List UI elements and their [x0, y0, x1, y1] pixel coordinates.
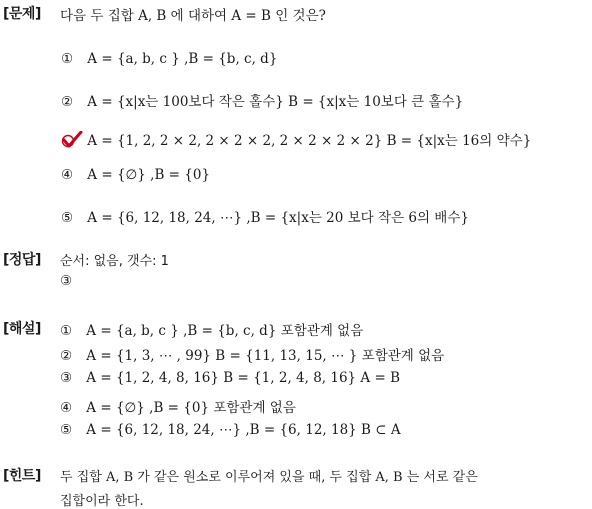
choice-3[interactable] [61, 129, 531, 149]
explanation-line-1 [60, 319, 363, 339]
choice-text: A = {1, 2, 2 × 2, 2 × 2 × 2, 2 × 2 × 2 × 2} B = {x|x는 16의 약수} [87, 133, 532, 149]
explanation-number: ③ [60, 370, 73, 386]
explanation-line-3 [60, 370, 400, 386]
choice-number: ⑤ [61, 210, 74, 226]
choice-text: A = {∅} ,B = {0} [87, 167, 211, 183]
explanation-line-5 [60, 422, 401, 438]
hint-line-1: 두 집합 A, B 가 같은 원소로 이루어져 있을 때, 두 집합 A, B 는 서로 같은 [60, 470, 478, 485]
question-label: [문제] [3, 6, 41, 22]
explanation-number: ⑤ [60, 422, 73, 438]
explanation-text: A = {1, 3, ⋯ , 99} B = {11, 13, 15, ⋯ } 포함관계 없음 [86, 348, 445, 364]
hint-line-2: 집합이라 한다. [60, 494, 144, 509]
choice-text: A = {a, b, c } ,B = {b, c, d} [87, 51, 278, 67]
explanation-label: [해설] [3, 321, 41, 337]
explanation-line-2 [60, 344, 444, 364]
choice-number: ② [61, 94, 74, 110]
choice-number: ① [61, 51, 74, 67]
red-checkmark-icon [61, 131, 83, 149]
explanation-text: A = {6, 12, 18, 24, ⋯} ,B = {6, 12, 18} B ⊂ A [86, 422, 401, 438]
choice-4[interactable] [61, 167, 210, 183]
choice-number: ④ [61, 167, 74, 183]
explanation-number: ② [60, 348, 73, 364]
answer-label: [정답] [3, 252, 41, 268]
explanation-text: A = {1, 2, 4, 8, 16} B = {1, 2, 4, 8, 16} A = B [86, 370, 400, 386]
question-text: 다음 두 집합 A, B 에 대하여 A = B 인 것은? [60, 8, 326, 24]
choice-text: A = {x|x는 100보다 작은 홀수} B = {x|x는 10보다 큰 홀수} [87, 94, 464, 110]
explanation-text: A = {∅} ,B = {0} 포함관계 없음 [86, 400, 296, 416]
hint-label: [힌트] [3, 468, 41, 484]
explanation-text: A = {a, b, c } ,B = {b, c, d} 포함관계 없음 [86, 323, 364, 339]
choice-text: A = {6, 12, 18, 24, ⋯} ,B = {x|x는 20 보다 작은 6의 배수} [87, 210, 469, 226]
answer-meta: 순서: 없음, 갯수: 1 [60, 254, 169, 269]
explanation-number: ① [60, 323, 73, 339]
answer-value: ③ [60, 273, 73, 289]
explanation-line-4 [60, 396, 296, 416]
choice-1[interactable] [61, 51, 277, 67]
explanation-number: ④ [60, 400, 73, 416]
choice-5[interactable] [61, 206, 469, 226]
choice-2[interactable] [61, 90, 463, 110]
